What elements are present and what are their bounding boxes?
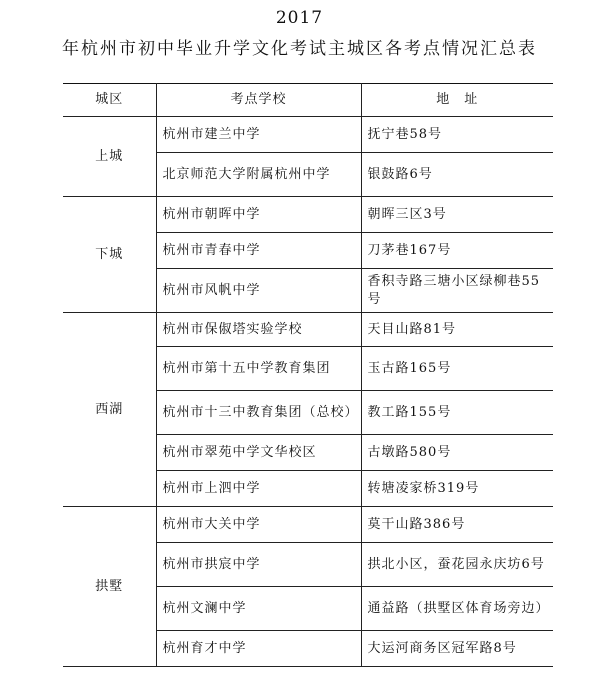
district-cell: 下城 <box>63 197 156 313</box>
school-cell: 杭州市青春中学 <box>156 233 361 269</box>
school-cell: 杭州市大关中学 <box>156 507 361 543</box>
address-cell: 香积寺路三塘小区绿柳巷55号 <box>361 269 553 313</box>
table-body <box>63 117 553 667</box>
header-address: 地 址 <box>361 84 553 117</box>
school-cell: 杭州市十三中教育集团（总校） <box>156 391 361 435</box>
table-header-row <box>63 84 553 117</box>
address-cell: 刀茅巷167号 <box>361 233 553 269</box>
address-cell: 朝晖三区3号 <box>361 197 553 233</box>
address-cell: 通益路（拱墅区体育场旁边） <box>361 587 553 631</box>
header-district: 城区 <box>63 84 156 117</box>
table-row <box>63 313 553 347</box>
table-row <box>63 117 553 153</box>
school-cell: 杭州市翠苑中学文华校区 <box>156 435 361 471</box>
address-cell: 转塘凌家桥319号 <box>361 471 553 507</box>
address-cell: 莫干山路386号 <box>361 507 553 543</box>
address-cell: 银鼓路6号 <box>361 153 553 197</box>
table-row <box>63 197 553 233</box>
school-cell: 杭州市建兰中学 <box>156 117 361 153</box>
school-cell: 杭州市上泗中学 <box>156 471 361 507</box>
district-cell: 上城 <box>63 117 156 197</box>
document-title: 年杭州市初中毕业升学文化考试主城区各考点情况汇总表 <box>62 39 537 59</box>
school-cell: 北京师范大学附属杭州中学 <box>156 153 361 197</box>
school-cell: 杭州市保俶塔实验学校 <box>156 313 361 347</box>
school-cell: 杭州市第十五中学教育集团 <box>156 347 361 391</box>
district-cell: 西湖 <box>63 313 156 507</box>
district-cell: 拱墅 <box>63 507 156 667</box>
address-cell: 抚宁巷58号 <box>361 117 553 153</box>
document-title-year: 2017 <box>275 8 324 28</box>
address-cell: 天目山路81号 <box>361 313 553 347</box>
address-cell: 拱北小区，蚕花园永庆坊6号 <box>361 543 553 587</box>
address-cell: 古墩路580号 <box>361 435 553 471</box>
school-cell: 杭州市风帆中学 <box>156 269 361 313</box>
address-cell: 大运河商务区冠军路8号 <box>361 631 553 667</box>
table-row <box>63 507 553 543</box>
school-cell: 杭州文澜中学 <box>156 587 361 631</box>
school-cell: 杭州市拱宸中学 <box>156 543 361 587</box>
address-cell: 玉古路165号 <box>361 347 553 391</box>
school-cell: 杭州育才中学 <box>156 631 361 667</box>
header-school: 考点学校 <box>156 84 361 117</box>
address-cell: 教工路155号 <box>361 391 553 435</box>
school-cell: 杭州市朝晖中学 <box>156 197 361 233</box>
exam-site-table <box>63 83 553 667</box>
